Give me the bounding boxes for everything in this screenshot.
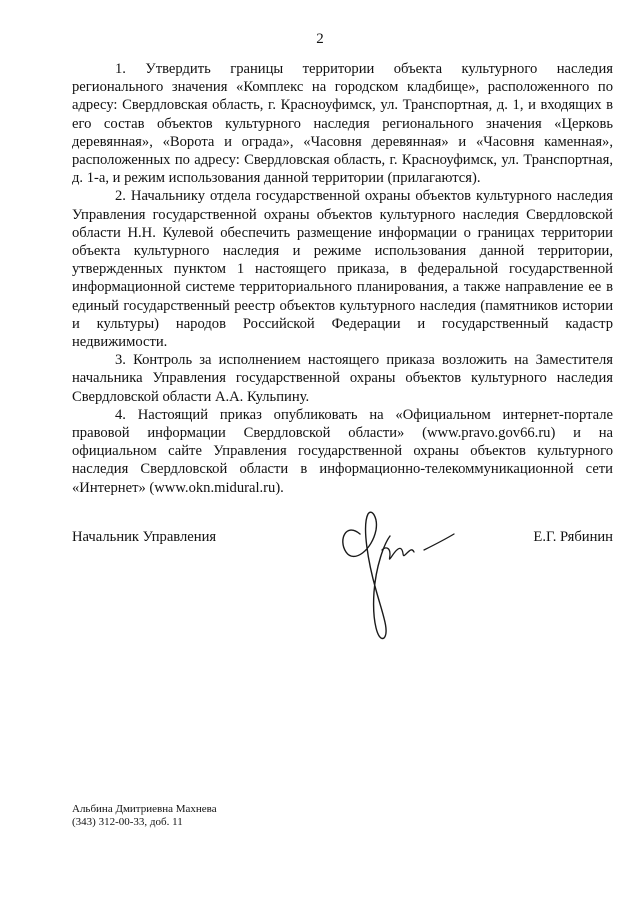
handwritten-signature <box>332 492 462 642</box>
paragraph-1: 1. Утвердить границы территории объекта культурного наследия регионального значения «Комплекс на городском кладбище», расположенного по адресу: Свердловская область, г. Красноуфимск, ул. Транспортная, д. 1, и входящих в его состав объектов культурного наследия регионального значения «Церковь деревянная», «Ворота и ограда», «Часовня деревянная» и «Часовня каменная», расположенных по адресу: Свердловская область, г. Красноуфимск, ул. Транспортная, д. 1-а, и режим использования данной территории (прилагаются). <box>72 61 613 187</box>
paragraph-2: 2. Начальнику отдела государственной охраны объектов культурного наследия Управления государственной охраны объектов культурного наследия Свердловской области Н.Н. Кулевой обеспечить размещение информации о границах территории объекта культурного наследия и режиме использования данной территории, утвержденных пунктом 1 настоящего приказа, в федеральной государственной информационной системе территориального планирования, а также направление ее в единый государственный реестр объектов культурного наследия (памятников истории и культуры) народов Российской Федерации и государственный кадастр недвижимости. <box>72 188 613 351</box>
paragraph-3: 3. Контроль за исполнением настоящего приказа возложить на Заместителя начальника Управления государственной охраны объектов культурного наследия Свердловской области А.А. Кульпину. <box>72 352 613 405</box>
page-number: 2 <box>316 31 324 47</box>
document-body <box>72 60 613 497</box>
contact-name: Альбина Дмитриевна Махнева <box>72 803 217 815</box>
paragraph-4: 4. Настоящий приказ опубликовать на «Официальном интернет-портале правовой информации Свердловской области» (www.pravo.gov66.ru) и на официальном сайте Управления государственной охраны объектов культурного наследия Свердловской области в информационно-телекоммуникационной сети «Интернет» (www.okn.midural.ru). <box>72 406 613 496</box>
contact-footer <box>72 803 217 829</box>
signatory-name: Е.Г. Рябинин <box>533 529 613 545</box>
contact-phone: (343) 312-00-33, доб. 11 <box>72 816 183 828</box>
signatory-title: Начальник Управления <box>72 529 217 545</box>
